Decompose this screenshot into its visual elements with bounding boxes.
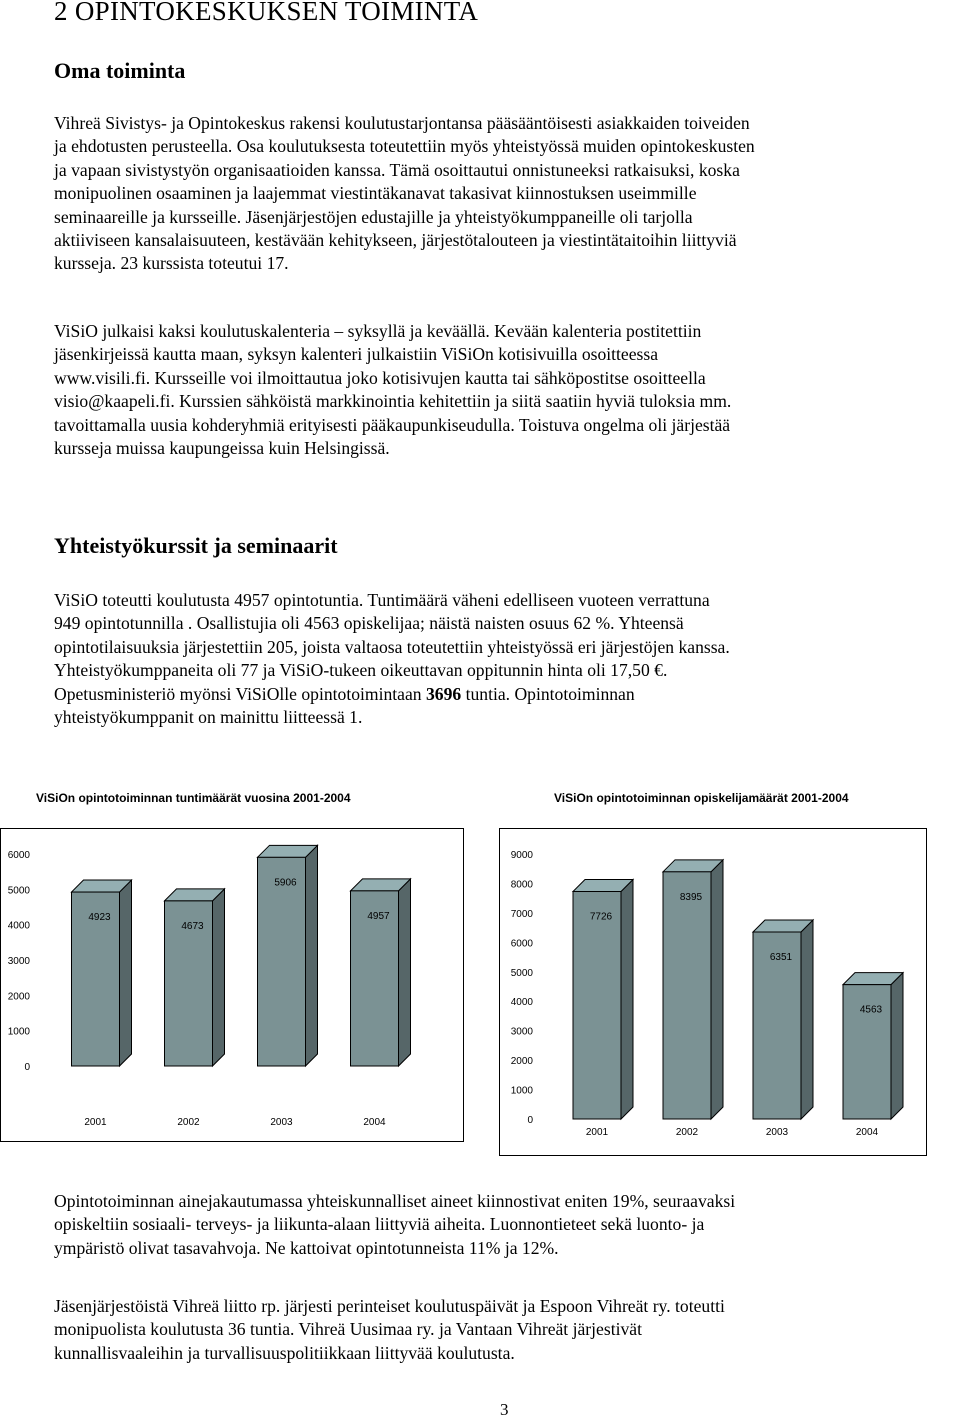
x-tick-label: 2003 xyxy=(270,1117,293,1128)
text-line: ympäristö olivat tasavahvoja. Ne kattoivat opintotunneista 11% ja 12%. xyxy=(54,1237,559,1258)
y-tick-label: 2000 xyxy=(7,991,30,1003)
text-line: Vihreä Sivistys- ja Opintokeskus rakensi koulutustarjontansa pääsääntöisesti asiakkaiden toiveiden xyxy=(54,113,750,133)
text-fragment: tuntia. Opintotoiminnan xyxy=(461,683,635,704)
page-number: 3 xyxy=(500,1400,509,1419)
text-line xyxy=(54,683,934,706)
chart-hours xyxy=(1,829,463,1141)
bar-side xyxy=(621,880,633,1119)
text-line: opintotilaisuuksia järjestettiin 205, joista valtaosa toteutettiin yhteistyössä eri järjestöjen kanssa. xyxy=(54,636,730,657)
text-line: seminaareille ja kursseille. Jäsenjärjestöjen edustajille ja yhteistyökumppaneille oli tarjolla xyxy=(54,206,693,227)
text-line: aktiiviseen kansalaisuuteen, kestävään kehitykseen, järjestötalouteen ja viestintätaitoihin liittyviä xyxy=(54,230,737,251)
x-tick-label: 2004 xyxy=(855,1127,879,1138)
text-line: ja vapaan sivistystyön organisaatioiden kanssa. Tämä osoittautui onnistuneeksi ratkaisuksi, koska xyxy=(54,159,740,180)
bar-front xyxy=(573,892,621,1119)
text-line: kursseja muissa kaupungeissa kuin Helsingissä. xyxy=(54,438,390,459)
paragraph-ainejakautuma xyxy=(54,1190,934,1260)
bar-front xyxy=(663,872,711,1119)
x-tick-label: 2004 xyxy=(363,1117,386,1128)
bold-hours-value: 3696 xyxy=(426,683,462,704)
data-label: 5906 xyxy=(274,877,297,889)
y-tick-label: 7000 xyxy=(510,908,533,920)
y-tick-label: 5000 xyxy=(510,967,533,979)
paragraph-oma-toiminta-1 xyxy=(54,112,934,276)
chart-title-hours: ViSiOn opintotoiminnan tuntimäärät vuosina 2001-2004 xyxy=(36,791,351,805)
data-label: 7726 xyxy=(589,911,613,923)
chart-title-students: ViSiOn opintotoiminnan opiskelijamäärät 2001-2004 xyxy=(554,791,849,805)
y-tick-label: 6000 xyxy=(510,938,533,950)
y-tick-label: 4000 xyxy=(510,997,533,1009)
y-tick-label: 4000 xyxy=(7,920,30,932)
text-line: ViSiO toteutti koulutusta 4957 opintotuntia. Tuntimäärä väheni edelliseen vuoteen verrattuna xyxy=(54,590,710,610)
text-fragment: Opetusministeriö myönsi ViSiOlle opintotoimintaan xyxy=(54,683,426,704)
text-line: 949 opintotunnilla . Osallistujia oli 4563 opiskelijaa; näistä naisten osuus 62 %. Yhteensä xyxy=(54,613,684,634)
paragraph-yhteistyokurssit xyxy=(54,589,934,729)
y-tick-label: 3000 xyxy=(510,1026,533,1038)
data-label: 4957 xyxy=(367,910,390,922)
section-title-oma-toiminta: Oma toiminta xyxy=(54,58,186,83)
bar-side xyxy=(711,860,723,1119)
y-tick-label: 0 xyxy=(24,1062,30,1073)
text-line: Yhteistyökumppaneita oli 77 ja ViSiO-tukeen oikeuttavan oppitunnin hinta oli 17,50 €. xyxy=(54,660,668,681)
text-line: Opintotoiminnan ainejakautumassa yhteiskunnalliset aineet kiinnostivat eniten 19%, seuraavaksi xyxy=(54,1191,736,1211)
data-label: 4563 xyxy=(859,1004,883,1016)
text-line: jäsenkirjeissä kautta maan, syksyn kalenteri julkaistiin ViSiOn kotisivuilla osoitteessa xyxy=(54,344,659,365)
bar-side xyxy=(120,880,132,1066)
text-line: ja ehdotusten perusteella. Osa koulutuksesta toteutettiin myös yhteistyössä muiden opintokeskusten xyxy=(54,136,755,157)
paragraph-jasenjarjestot xyxy=(54,1295,934,1365)
text-line: kunnallisvaaleihin ja turvallisuuspolitiikkaan liittyvää koulutusta. xyxy=(54,1342,515,1363)
text-line: visio@kaapeli.fi. Kurssien sähköistä markkinointia kehitettiin ja siitä saatiin hyviä tuloksia mm. xyxy=(54,391,732,412)
text-line: Jäsenjärjestöistä Vihreä liitto rp. järjesti perinteiset koulutuspäivät ja Espoon Vihreät ry. toteutti xyxy=(54,1296,725,1316)
bar-front xyxy=(258,857,306,1066)
bar-2004 xyxy=(351,879,411,1066)
text-line: ViSiO julkaisi kaksi koulutuskalenteria – syksyllä ja keväällä. Kevään kalenteria postitettiin xyxy=(54,321,702,341)
y-tick-label: 2000 xyxy=(510,1056,533,1068)
data-label: 6351 xyxy=(769,951,793,963)
text-line: monipuolista koulutusta 36 tuntia. Vihreä Uusimaa ry. ja Vantaan Vihreät järjestivät xyxy=(54,1319,642,1340)
x-tick-label: 2001 xyxy=(84,1117,107,1128)
y-tick-label: 3000 xyxy=(7,956,30,967)
y-tick-label: 1000 xyxy=(510,1085,533,1097)
text-line: opiskeltiin sosiaali- terveys- ja liikunta-alaan liittyviä aiheita. Luonnontieteet sekä luonto- ja xyxy=(54,1214,705,1235)
section-title-yhteistyokurssit: Yhteistyökurssit ja seminaarit xyxy=(54,533,338,558)
y-tick-label: 0 xyxy=(527,1115,533,1126)
x-tick-label: 2002 xyxy=(675,1127,699,1138)
chart-frame-students xyxy=(499,828,927,1156)
bar-side xyxy=(801,920,813,1119)
bar-2004 xyxy=(843,973,903,1119)
bar-2003 xyxy=(753,920,813,1119)
y-tick-label: 8000 xyxy=(510,879,533,891)
text-line: www.visili.fi. Kursseille voi ilmoittautua joko kotisivujen kautta tai sähköpostitse osoitteella xyxy=(54,367,706,388)
bar-side xyxy=(399,879,411,1066)
y-tick-label: 5000 xyxy=(7,885,30,897)
paragraph-oma-toiminta-2 xyxy=(54,320,934,460)
text-line: yhteistyökumppanit on mainittu liitteessä 1. xyxy=(54,707,363,728)
bar-side xyxy=(306,845,318,1066)
x-tick-label: 2003 xyxy=(765,1127,789,1138)
chart-frame-hours xyxy=(0,828,464,1142)
text-line: monipuolinen osaaminen ja laajemmat viestintäkanavat takasivat kiinnostuksen useimmille xyxy=(54,183,697,204)
text-line: kursseja. 23 kurssista toteutui 17. xyxy=(54,253,289,274)
y-tick-label: 1000 xyxy=(7,1026,30,1038)
data-label: 4923 xyxy=(88,912,111,924)
bar-2002 xyxy=(165,889,225,1066)
data-label: 8395 xyxy=(679,891,703,903)
y-tick-label: 6000 xyxy=(7,850,30,861)
bar-side xyxy=(213,889,225,1066)
chart-students xyxy=(500,829,926,1155)
bar-2001 xyxy=(72,880,132,1066)
x-tick-label: 2001 xyxy=(585,1127,609,1138)
y-tick-label: 9000 xyxy=(510,850,533,861)
page-heading: 2 OPINTOKESKUKSEN TOIMINTA xyxy=(54,0,479,26)
bar-side xyxy=(891,973,903,1119)
data-label: 4673 xyxy=(181,920,204,932)
text-line: tavoittamalla uusia kohderyhmiä erityisesti pääkaupunkiseudulla. Toistuva ongelma oli järjestää xyxy=(54,414,731,435)
x-tick-label: 2002 xyxy=(177,1117,200,1128)
